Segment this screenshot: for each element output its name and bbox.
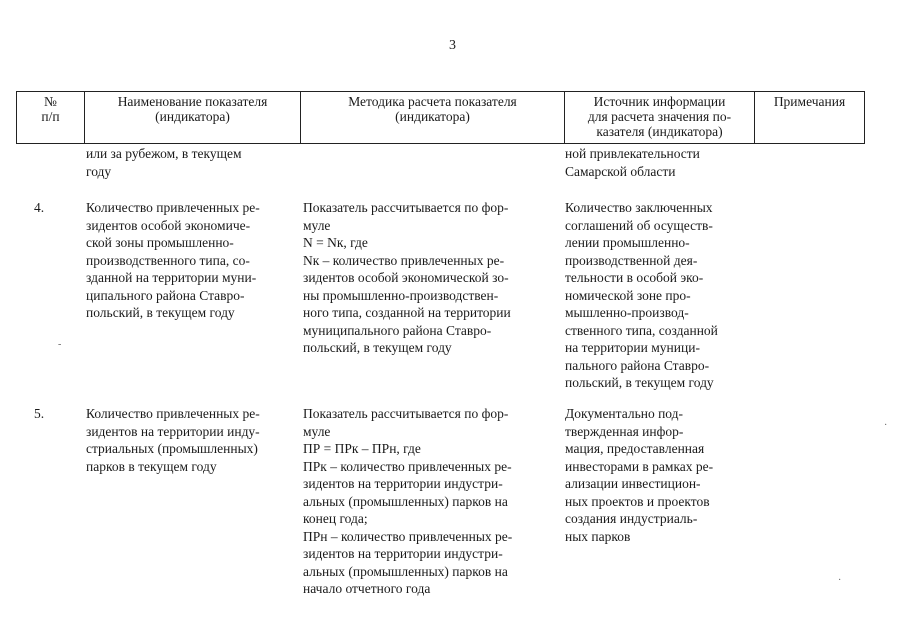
scan-mark: - bbox=[58, 339, 62, 350]
table-header bbox=[16, 91, 865, 144]
header-source: Источник информации для расчета значения по- казателя (индикатора) bbox=[565, 92, 755, 144]
header-method: Методика расчета показателя (индикатора) bbox=[301, 92, 565, 144]
header-notes: Примечания bbox=[755, 92, 865, 144]
scan-mark: · bbox=[838, 575, 842, 586]
continuation-source: ной привлекательности Самарской области bbox=[565, 146, 700, 179]
scan-mark: · bbox=[884, 420, 888, 431]
row-5-source: Документально под- твержденная инфор- мация, предоставленная инвесторами в рамках ре- ализации инвестицион- ных проектов и проектов создания индустриаль- ных парков bbox=[565, 406, 714, 544]
row-number: 4. bbox=[34, 200, 45, 215]
continuation-name: или за рубежом, в текущем году bbox=[86, 146, 242, 179]
row-5-name: Количество привлеченных ре- зидентов на территории инду- стриальных (промышленных) парков в текущем году bbox=[86, 406, 260, 474]
page-number: 3 bbox=[449, 38, 456, 53]
row-4-method: Показатель рассчитывается по фор- муле N = Nк, где Nк – количество привлеченных ре- зидентов особой экономической зо- ны промышленно-производствен- ного типа, созданной на территории муниципального района Ставро- польский, в текущем году bbox=[303, 200, 511, 355]
header-name: Наименование показателя (индикатора) bbox=[85, 92, 301, 144]
row-number: 5. bbox=[34, 406, 45, 421]
row-4-source: Количество заключенных соглашений об осуществ- лении промышленно- производственной дея- тельности в особой эко- номической зоне про- мышленно-производ- ственного типа, созданной на территории муници- пального района Ставро- польский, в текущем году bbox=[565, 200, 718, 390]
header-num: № п/п bbox=[17, 92, 85, 144]
row-5-method: Показатель рассчитывается по фор- муле ПР = ПРк – ПРн, где ПРк – количество привлеченных ре- зидентов на территории индустри- альных (промышленных) парков на конец года; ПРн – количество привлеченных ре- зидентов на территории индустри- альных (промышленных) парков на начало отчетного года bbox=[303, 406, 513, 596]
row-4-name: Количество привлеченных ре- зидентов особой экономиче- ской зоны промышленно- производственного типа, со- зданной на территории муни- ципального района Ставро- польский, в текущем году bbox=[86, 200, 260, 320]
